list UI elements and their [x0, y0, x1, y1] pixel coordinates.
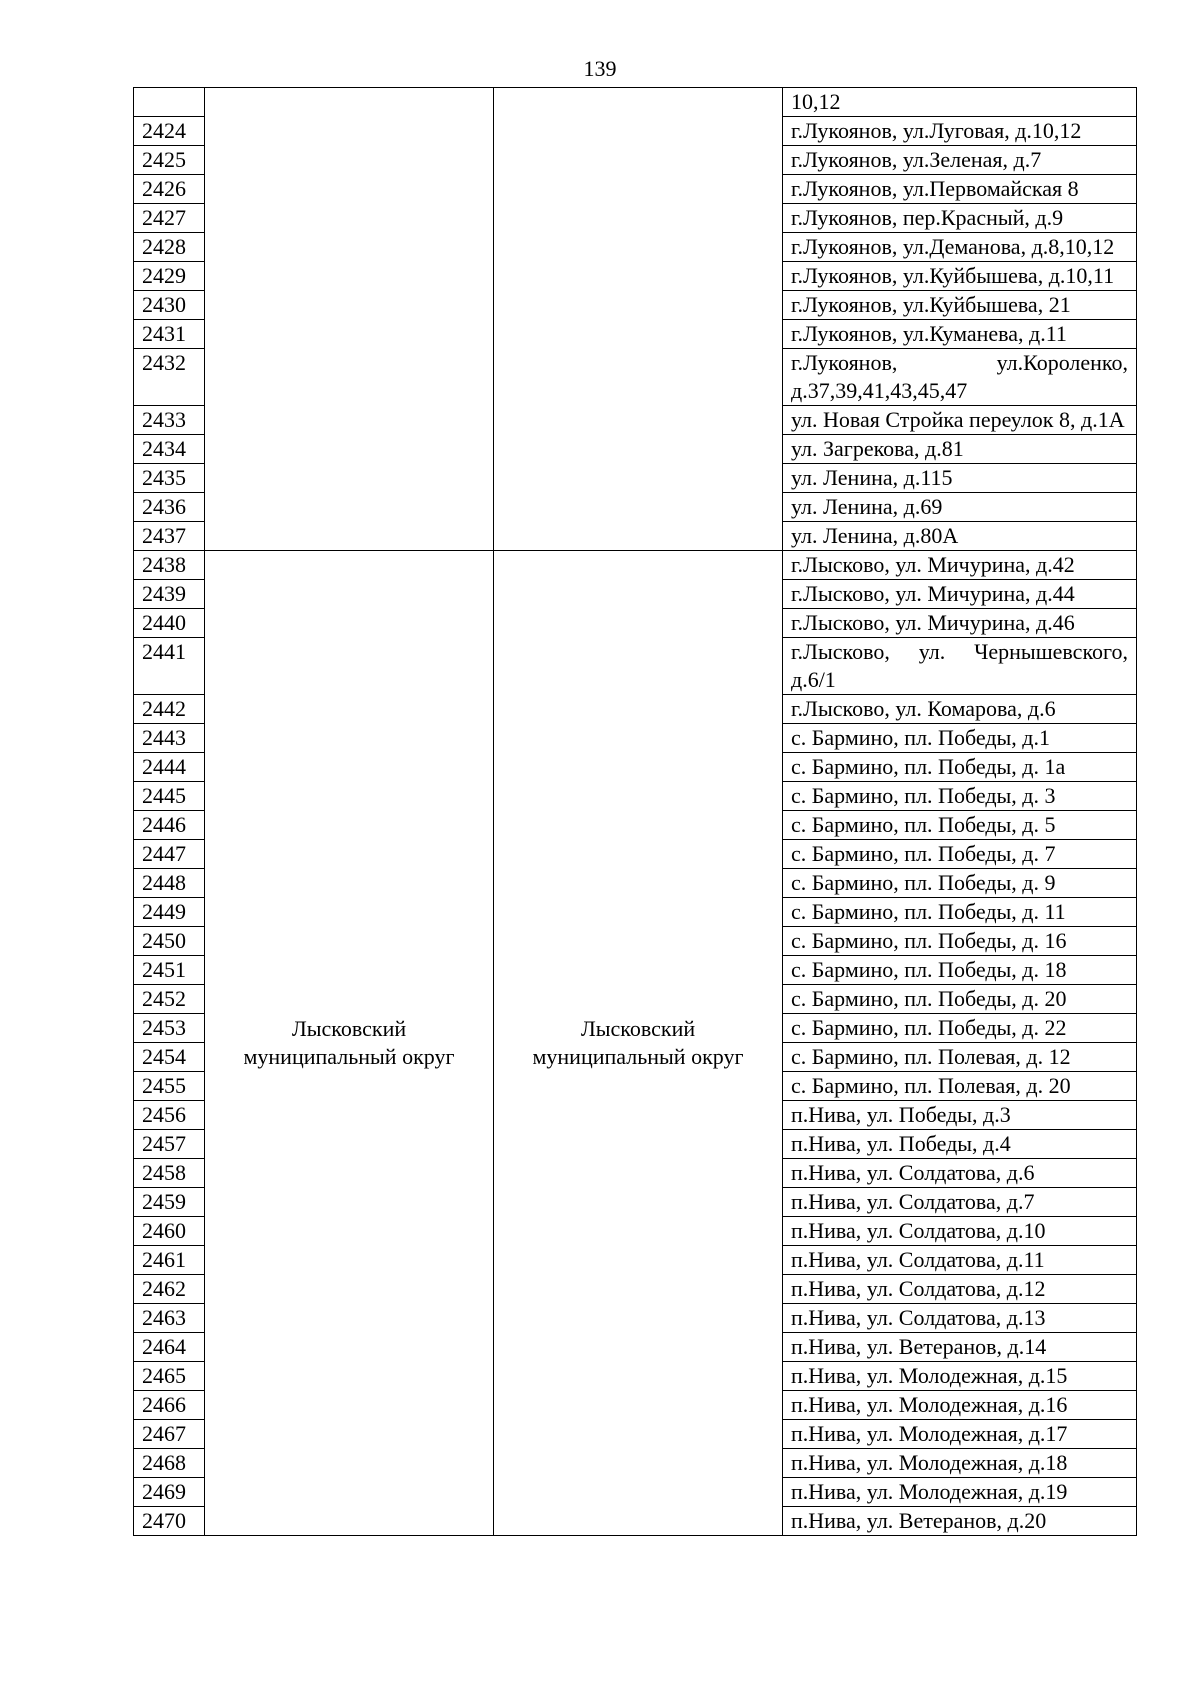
row-number-cell: 2452 [134, 985, 205, 1014]
row-number-cell: 2462 [134, 1275, 205, 1304]
row-number-cell: 2444 [134, 753, 205, 782]
row-number-cell: 2443 [134, 724, 205, 753]
address-cell: п.Нива, ул. Молодежная, д.15 [783, 1362, 1137, 1391]
address-cell: с. Бармино, пл. Победы, д. 16 [783, 927, 1137, 956]
address-cell: п.Нива, ул. Молодежная, д.16 [783, 1391, 1137, 1420]
address-cell: ул. Ленина, д.115 [783, 464, 1137, 493]
address-cell: с. Бармино, пл. Победы, д. 18 [783, 956, 1137, 985]
row-number-cell: 2461 [134, 1246, 205, 1275]
address-cell: п.Нива, ул. Солдатова, д.12 [783, 1275, 1137, 1304]
address-cell: с. Бармино, пл. Победы, д. 20 [783, 985, 1137, 1014]
address-cell: г.Лукоянов, ул.Куйбышева, д.10,11 [783, 262, 1137, 291]
address-cell: г.Лукоянов, ул.Короленко, д.37,39,41,43,45,47 [783, 349, 1137, 406]
row-number-cell: 2448 [134, 869, 205, 898]
address-cell: п.Нива, ул. Молодежная, д.18 [783, 1449, 1137, 1478]
row-number-cell: 2457 [134, 1130, 205, 1159]
table-row [134, 551, 1137, 580]
address-cell: г.Лысково, ул. Мичурина, д.42 [783, 551, 1137, 580]
row-number-cell: 2450 [134, 927, 205, 956]
address-table-body [134, 88, 1137, 1536]
row-number-cell: 2424 [134, 117, 205, 146]
row-number-cell: 2436 [134, 493, 205, 522]
table-row [134, 88, 1137, 117]
row-number-cell: 2463 [134, 1304, 205, 1333]
address-cell: г.Лукоянов, ул.Первомайская 8 [783, 175, 1137, 204]
address-cell: с. Бармино, пл. Победы, д. 11 [783, 898, 1137, 927]
address-cell: п.Нива, ул. Победы, д.4 [783, 1130, 1137, 1159]
address-cell: с. Бармино, пл. Полевая, д. 12 [783, 1043, 1137, 1072]
address-cell: г.Лысково, ул. Мичурина, д.44 [783, 580, 1137, 609]
row-number-cell: 2441 [134, 638, 205, 695]
row-number-cell: 2429 [134, 262, 205, 291]
address-cell: ул. Загрекова, д.81 [783, 435, 1137, 464]
address-cell: п.Нива, ул. Солдатова, д.11 [783, 1246, 1137, 1275]
address-cell: п.Нива, ул. Молодежная, д.19 [783, 1478, 1137, 1507]
address-cell: с. Бармино, пл. Победы, д. 9 [783, 869, 1137, 898]
address-cell: ул. Ленина, д.80А [783, 522, 1137, 551]
row-number-cell: 2428 [134, 233, 205, 262]
row-number-cell: 2438 [134, 551, 205, 580]
address-cell: п.Нива, ул. Солдатова, д.6 [783, 1159, 1137, 1188]
row-number-cell: 2440 [134, 609, 205, 638]
address-cell: с. Бармино, пл. Победы, д. 1а [783, 753, 1137, 782]
address-cell: г.Лукоянов, ул.Куманева, д.11 [783, 320, 1137, 349]
row-number-cell: 2449 [134, 898, 205, 927]
address-cell: с. Бармино, пл. Полевая, д. 20 [783, 1072, 1137, 1101]
row-number-cell: 2460 [134, 1217, 205, 1246]
address-table [133, 87, 1137, 1536]
address-cell: с. Бармино, пл. Победы, д. 22 [783, 1014, 1137, 1043]
address-cell: п.Нива, ул. Солдатова, д.13 [783, 1304, 1137, 1333]
row-number-cell: 2425 [134, 146, 205, 175]
address-cell: с. Бармино, пл. Победы, д. 7 [783, 840, 1137, 869]
address-cell: п.Нива, ул. Победы, д.3 [783, 1101, 1137, 1130]
row-number-cell: 2437 [134, 522, 205, 551]
address-cell: 10,12 [783, 88, 1137, 117]
row-number-cell: 2432 [134, 349, 205, 406]
row-number-cell: 2451 [134, 956, 205, 985]
district-cell-continued [205, 88, 494, 551]
row-number-cell: 2456 [134, 1101, 205, 1130]
row-number-cell [134, 88, 205, 117]
address-cell: ул. Ленина, д.69 [783, 493, 1137, 522]
row-number-cell: 2431 [134, 320, 205, 349]
address-cell: с. Бармино, пл. Победы, д. 5 [783, 811, 1137, 840]
row-number-cell: 2439 [134, 580, 205, 609]
district-cell-lyskovo: Лысковский муниципальный округ [205, 551, 494, 1536]
row-number-cell: 2433 [134, 406, 205, 435]
row-number-cell: 2468 [134, 1449, 205, 1478]
address-cell: г.Лукоянов, ул.Луговая, д.10,12 [783, 117, 1137, 146]
row-number-cell: 2465 [134, 1362, 205, 1391]
row-number-cell: 2469 [134, 1478, 205, 1507]
row-number-cell: 2458 [134, 1159, 205, 1188]
address-cell: г.Лысково, ул. Комарова, д.6 [783, 695, 1137, 724]
row-number-cell: 2464 [134, 1333, 205, 1362]
row-number-cell: 2467 [134, 1420, 205, 1449]
page-number: 139 [583, 56, 617, 81]
address-cell: п.Нива, ул. Ветеранов, д.20 [783, 1507, 1137, 1536]
row-number-cell: 2434 [134, 435, 205, 464]
row-number-cell: 2430 [134, 291, 205, 320]
address-cell: п.Нива, ул. Ветеранов, д.14 [783, 1333, 1137, 1362]
row-number-cell: 2455 [134, 1072, 205, 1101]
address-cell: г.Лукоянов, ул.Деманова, д.8,10,12 [783, 233, 1137, 262]
address-cell: п.Нива, ул. Солдатова, д.7 [783, 1188, 1137, 1217]
address-cell: с. Бармино, пл. Победы, д. 3 [783, 782, 1137, 811]
row-number-cell: 2426 [134, 175, 205, 204]
row-number-cell: 2445 [134, 782, 205, 811]
row-number-cell: 2466 [134, 1391, 205, 1420]
row-number-cell: 2454 [134, 1043, 205, 1072]
row-number-cell: 2442 [134, 695, 205, 724]
address-cell: г.Лукоянов, ул.Куйбышева, 21 [783, 291, 1137, 320]
address-cell: с. Бармино, пл. Победы, д.1 [783, 724, 1137, 753]
municipality-cell-continued [494, 88, 783, 551]
row-number-cell: 2459 [134, 1188, 205, 1217]
address-cell: п.Нива, ул. Молодежная, д.17 [783, 1420, 1137, 1449]
address-cell: г.Лысково, ул. Мичурина, д.46 [783, 609, 1137, 638]
row-number-cell: 2447 [134, 840, 205, 869]
address-cell: п.Нива, ул. Солдатова, д.10 [783, 1217, 1137, 1246]
row-number-cell: 2427 [134, 204, 205, 233]
row-number-cell: 2470 [134, 1507, 205, 1536]
address-cell: г.Лукоянов, ул.Зеленая, д.7 [783, 146, 1137, 175]
row-number-cell: 2446 [134, 811, 205, 840]
address-cell: г.Лысково, ул. Чернышевского, д.6/1 [783, 638, 1137, 695]
row-number-cell: 2435 [134, 464, 205, 493]
municipality-cell-lyskovo: Лысковский муниципальный округ [494, 551, 783, 1536]
address-cell: г.Лукоянов, пер.Красный, д.9 [783, 204, 1137, 233]
address-cell: ул. Новая Стройка переулок 8, д.1А [783, 406, 1137, 435]
row-number-cell: 2453 [134, 1014, 205, 1043]
